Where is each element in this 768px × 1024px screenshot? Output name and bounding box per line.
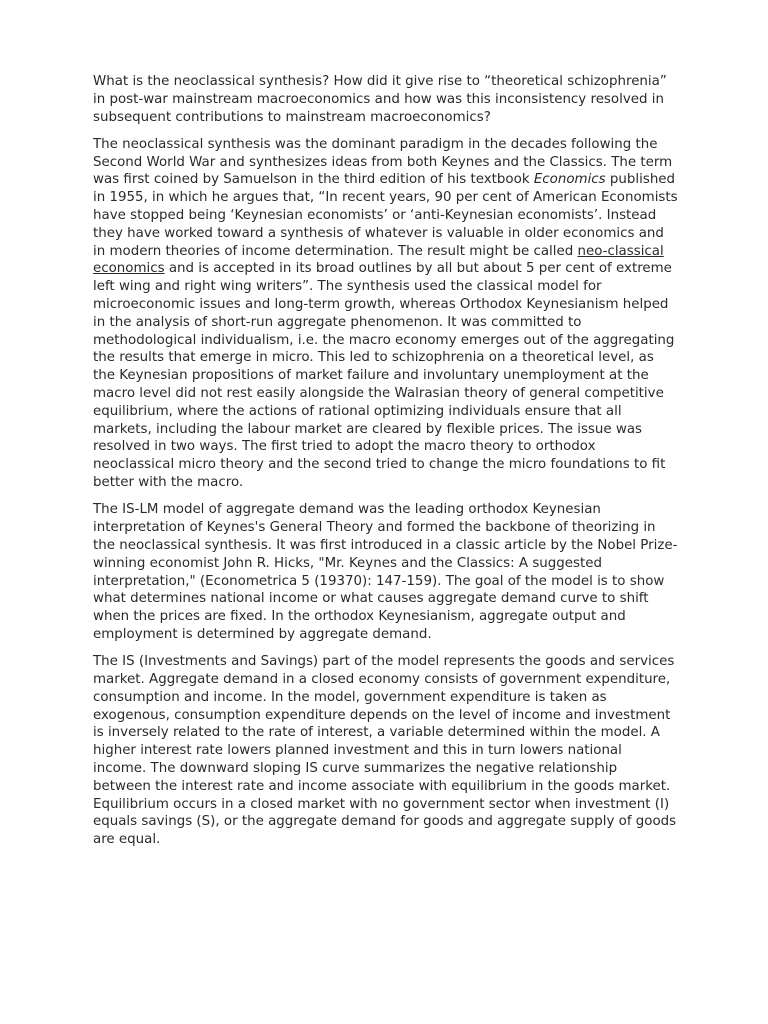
paragraph-is-curve: The IS (Investments and Savings) part of the model represents the goods and services market. Aggregate demand in a closed economy consists of government expenditure, consumption and income. In the model, government expenditure is taken as exogenous, consumption expenditure depends on the level of income and investment is inversely related to the rate of interest, a variable determined within the model. A higher interest rate lowers planned investment and this in turn lowers national income. The downward sloping IS curve summarizes the negative relationship between the interest rate and income associate with equilibrium in the goods market. Equilibrium occurs in a closed market with no government sector when investment (I) equals savings (S), or the aggregate demand for goods and aggregate supply of goods are equal. — [93, 654, 677, 848]
paragraph-text-segment: The neoclassical synthesis was the dominant paradigm in the decades following the Second World War and synthesizes ideas from both Keynes and the Classics. The term was first coined by Samuelson in the third edition of his textbook — [93, 136, 673, 188]
paragraph-text-segment: published in 1955, in which he argues that, “In recent years, 90 per cent of American Economists have stopped being ‘Keynesian economists’ or ‘anti-Keynesian economists’. Instead they have worked toward a synthesis of whatever is valuable in older economics and in modern theories of income determination. The result might be called — [93, 172, 678, 259]
document-page — [93, 73, 678, 858]
essay-question: What is the neoclassical synthesis? How did it give rise to “theoretical schizophrenia” in post-war mainstream macroeconomics and how was this inconsistency resolved in subsequent contributions to mainstream macroeconomics? — [93, 74, 667, 125]
paragraph-is-lm-model: The IS-LM model of aggregate demand was the leading orthodox Keynesian interpretation of Keynes's General Theory and formed the backbone of theorizing in the neoclassical synthesis. It was first introduced in a classic article by the Nobel Prize-winning economist John R. Hicks, "Mr. Keynes and the Classics: A suggested interpretation," (Econometrica 5 (19370): 147-159). The goal of the model is to show what determines national income or what causes aggregate demand curve to shift when the prices are fixed. In the orthodox Keynesianism, aggregate output and employment is determined by aggregate demand. — [93, 502, 678, 642]
book-title-economics: Economics — [533, 172, 606, 188]
paragraph-neoclassical-synthesis — [93, 136, 678, 492]
paragraph-text-segment: and is accepted in its broad outlines by all but about 5 per cent of extreme left wing and right wing writers”. The synthesis used the classical model for microeconomic issues and long-term growth, whereas Orthodox Keynesianism helped in the analysis of short-run aggregate phenomenon. It was committed to methodological individualism, i.e. the macro economy emerges out of the aggregating the results that emerge in micro. This led to schizophrenia on a theoretical level, as the Keynesian propositions of market failure and involuntary unemployment at the macro level did not rest easily alongside the Walrasian theory of general competitive equilibrium, where the actions of rational optimizing individuals ensure that all markets, including the labour market are cleared by flexible prices. The issue was resolved in two ways. The first tried to adopt the macro theory to orthodox neoclassical micro theory and the second tried to change the micro foundations to fit better with the macro. — [93, 261, 675, 491]
underlined-term: neo-classical economics — [93, 243, 664, 277]
